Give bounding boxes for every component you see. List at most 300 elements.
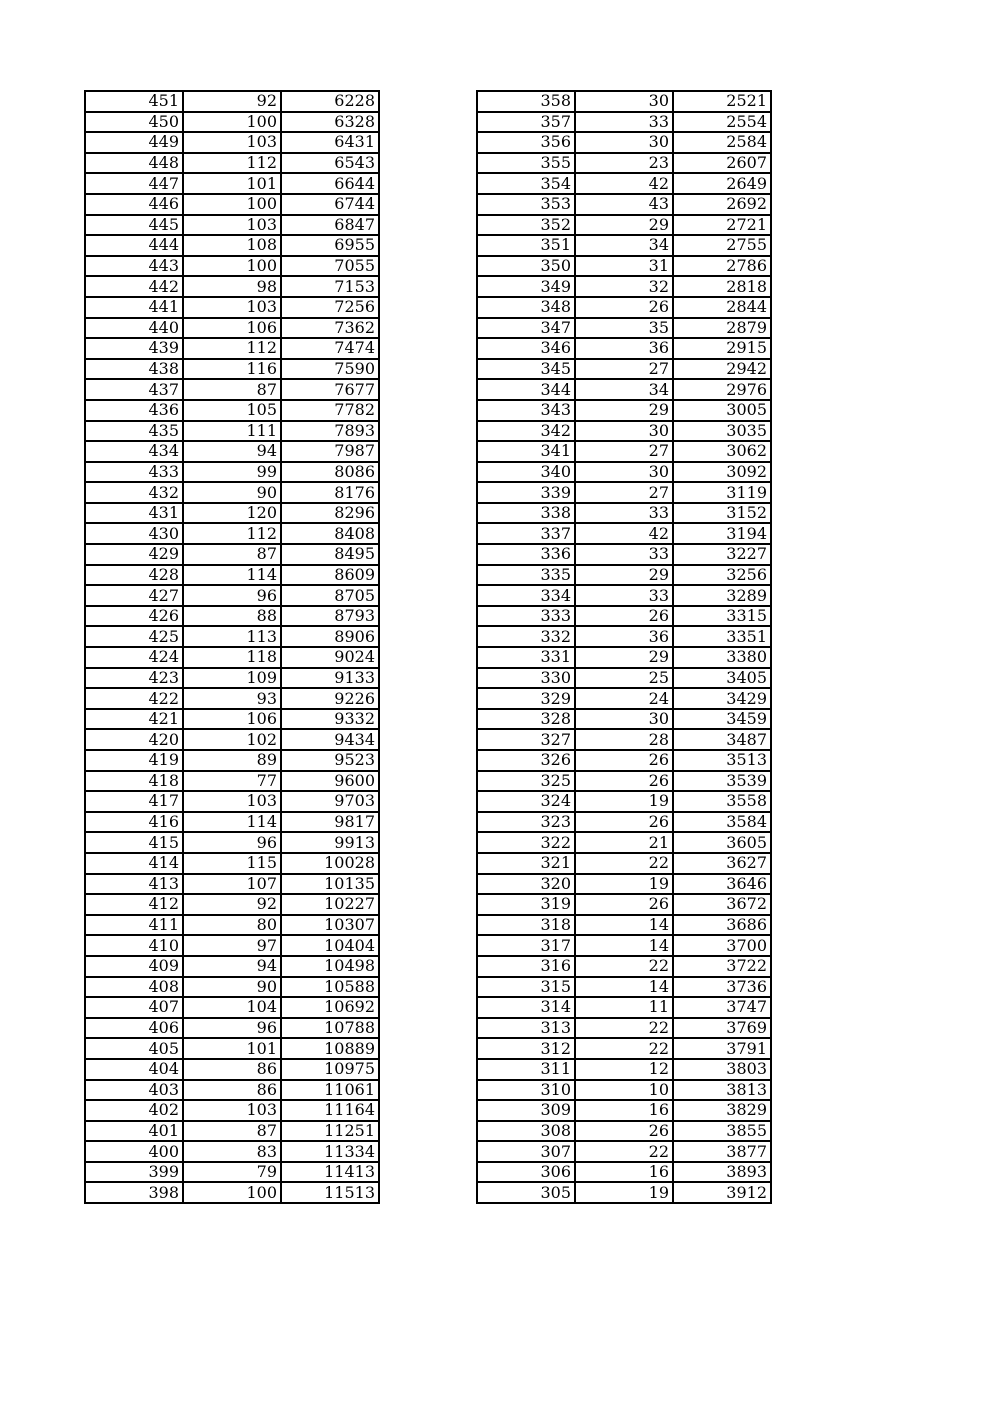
score-cell: 427 (85, 585, 183, 606)
count-cell: 103 (183, 215, 281, 236)
count-cell: 112 (183, 523, 281, 544)
cumulative-cell: 10889 (281, 1038, 379, 1059)
cumulative-cell: 7474 (281, 338, 379, 359)
table-row (85, 1059, 379, 1080)
cumulative-cell: 7153 (281, 276, 379, 297)
cumulative-cell: 3256 (673, 565, 771, 586)
score-cell: 338 (477, 503, 575, 524)
cumulative-cell: 3747 (673, 997, 771, 1018)
count-cell: 11 (575, 997, 673, 1018)
cumulative-cell: 3803 (673, 1059, 771, 1080)
score-cell: 317 (477, 935, 575, 956)
cumulative-cell: 9332 (281, 709, 379, 730)
cumulative-cell: 7987 (281, 441, 379, 462)
count-cell: 86 (183, 1080, 281, 1101)
score-cell: 313 (477, 1018, 575, 1039)
table-row (85, 874, 379, 895)
count-cell: 26 (575, 606, 673, 627)
cumulative-cell: 7362 (281, 318, 379, 339)
table-row (477, 1162, 771, 1183)
count-cell: 19 (575, 874, 673, 895)
count-cell: 35 (575, 318, 673, 339)
score-cell: 447 (85, 173, 183, 194)
count-cell: 103 (183, 297, 281, 318)
table-row (85, 256, 379, 277)
cumulative-cell: 3813 (673, 1080, 771, 1101)
table-row (85, 709, 379, 730)
count-cell: 30 (575, 91, 673, 112)
count-cell: 115 (183, 853, 281, 874)
count-cell: 120 (183, 503, 281, 524)
score-cell: 356 (477, 132, 575, 153)
cumulative-cell: 10788 (281, 1018, 379, 1039)
table-row (85, 482, 379, 503)
score-cell: 430 (85, 523, 183, 544)
cumulative-cell: 2607 (673, 153, 771, 174)
score-cell: 424 (85, 647, 183, 668)
score-cell: 336 (477, 544, 575, 565)
count-cell: 42 (575, 173, 673, 194)
table-row (477, 956, 771, 977)
count-cell: 98 (183, 276, 281, 297)
count-cell: 10 (575, 1080, 673, 1101)
table-row (85, 1121, 379, 1142)
score-cell: 401 (85, 1121, 183, 1142)
score-cell: 444 (85, 235, 183, 256)
table-row (85, 523, 379, 544)
cumulative-cell: 3912 (673, 1182, 771, 1203)
cumulative-cell: 3459 (673, 709, 771, 730)
score-cell: 406 (85, 1018, 183, 1039)
table-row (85, 462, 379, 483)
count-cell: 27 (575, 482, 673, 503)
table-row (85, 812, 379, 833)
score-cell: 334 (477, 585, 575, 606)
score-cell: 318 (477, 915, 575, 936)
cumulative-cell: 2692 (673, 194, 771, 215)
count-cell: 87 (183, 379, 281, 400)
score-cell: 446 (85, 194, 183, 215)
score-cell: 420 (85, 729, 183, 750)
table-row (85, 544, 379, 565)
cumulative-cell: 3539 (673, 771, 771, 792)
cumulative-cell: 6328 (281, 112, 379, 133)
table-row (85, 194, 379, 215)
cumulative-cell: 3429 (673, 688, 771, 709)
cumulative-cell: 9913 (281, 832, 379, 853)
score-cell: 335 (477, 565, 575, 586)
count-cell: 27 (575, 359, 673, 380)
cumulative-cell: 3194 (673, 523, 771, 544)
count-cell: 114 (183, 812, 281, 833)
count-cell: 100 (183, 256, 281, 277)
count-cell: 88 (183, 606, 281, 627)
count-cell: 112 (183, 338, 281, 359)
table-row (477, 668, 771, 689)
score-cell: 344 (477, 379, 575, 400)
cumulative-cell: 9226 (281, 688, 379, 709)
cumulative-cell: 8906 (281, 626, 379, 647)
count-cell: 118 (183, 647, 281, 668)
score-cell: 399 (85, 1162, 183, 1183)
table-row (477, 750, 771, 771)
count-cell: 97 (183, 935, 281, 956)
score-cell: 322 (477, 832, 575, 853)
count-cell: 30 (575, 462, 673, 483)
score-table-right-body (477, 91, 771, 1203)
cumulative-cell: 8793 (281, 606, 379, 627)
count-cell: 112 (183, 153, 281, 174)
score-cell: 419 (85, 750, 183, 771)
score-cell: 345 (477, 359, 575, 380)
score-cell: 355 (477, 153, 575, 174)
table-row (85, 503, 379, 524)
count-cell: 14 (575, 915, 673, 936)
score-cell: 426 (85, 606, 183, 627)
count-cell: 96 (183, 832, 281, 853)
cumulative-cell: 10135 (281, 874, 379, 895)
cumulative-cell: 3315 (673, 606, 771, 627)
count-cell: 22 (575, 1038, 673, 1059)
cumulative-cell: 3380 (673, 647, 771, 668)
count-cell: 26 (575, 1121, 673, 1142)
count-cell: 26 (575, 812, 673, 833)
count-cell: 36 (575, 626, 673, 647)
score-cell: 341 (477, 441, 575, 462)
count-cell: 22 (575, 1141, 673, 1162)
score-cell: 436 (85, 400, 183, 421)
table-row (477, 503, 771, 524)
table-row (477, 544, 771, 565)
count-cell: 87 (183, 544, 281, 565)
score-cell: 324 (477, 791, 575, 812)
count-cell: 34 (575, 235, 673, 256)
table-row (85, 1162, 379, 1183)
cumulative-cell: 6431 (281, 132, 379, 153)
score-cell: 449 (85, 132, 183, 153)
score-cell: 352 (477, 215, 575, 236)
count-cell: 33 (575, 503, 673, 524)
score-cell: 354 (477, 173, 575, 194)
count-cell: 22 (575, 1018, 673, 1039)
count-cell: 96 (183, 1018, 281, 1039)
table-row (477, 256, 771, 277)
cumulative-cell: 10975 (281, 1059, 379, 1080)
count-cell: 19 (575, 791, 673, 812)
score-cell: 343 (477, 400, 575, 421)
count-cell: 29 (575, 400, 673, 421)
score-cell: 350 (477, 256, 575, 277)
table-row (477, 791, 771, 812)
score-cell: 327 (477, 729, 575, 750)
cumulative-cell: 3092 (673, 462, 771, 483)
score-cell: 330 (477, 668, 575, 689)
count-cell: 100 (183, 1182, 281, 1203)
table-row (477, 1121, 771, 1142)
table-row (85, 215, 379, 236)
score-cell: 451 (85, 91, 183, 112)
table-row (477, 421, 771, 442)
table-row (85, 585, 379, 606)
count-cell: 26 (575, 771, 673, 792)
count-cell: 29 (575, 565, 673, 586)
score-cell: 320 (477, 874, 575, 895)
table-row (477, 1100, 771, 1121)
score-cell: 422 (85, 688, 183, 709)
table-row (85, 997, 379, 1018)
table-row (85, 1182, 379, 1203)
table-row (477, 626, 771, 647)
count-cell: 87 (183, 1121, 281, 1142)
cumulative-cell: 3152 (673, 503, 771, 524)
count-cell: 102 (183, 729, 281, 750)
score-cell: 319 (477, 894, 575, 915)
cumulative-cell: 3558 (673, 791, 771, 812)
table-row (477, 688, 771, 709)
score-cell: 434 (85, 441, 183, 462)
table-row (477, 1141, 771, 1162)
cumulative-cell: 3700 (673, 935, 771, 956)
table-row (477, 709, 771, 730)
table-row (477, 235, 771, 256)
score-cell: 450 (85, 112, 183, 133)
count-cell: 30 (575, 421, 673, 442)
score-cell: 308 (477, 1121, 575, 1142)
cumulative-cell: 3584 (673, 812, 771, 833)
table-row (477, 565, 771, 586)
score-cell: 429 (85, 544, 183, 565)
cumulative-cell: 10588 (281, 977, 379, 998)
table-row (85, 421, 379, 442)
score-cell: 403 (85, 1080, 183, 1101)
table-row (477, 1182, 771, 1203)
score-table-right (476, 90, 772, 1204)
cumulative-cell: 2721 (673, 215, 771, 236)
cumulative-cell: 6543 (281, 153, 379, 174)
count-cell: 86 (183, 1059, 281, 1080)
cumulative-cell: 3855 (673, 1121, 771, 1142)
cumulative-cell: 10028 (281, 853, 379, 874)
count-cell: 101 (183, 1038, 281, 1059)
cumulative-cell: 10227 (281, 894, 379, 915)
count-cell: 29 (575, 647, 673, 668)
table-row (477, 153, 771, 174)
count-cell: 16 (575, 1162, 673, 1183)
cumulative-cell: 3062 (673, 441, 771, 462)
table-row (85, 915, 379, 936)
score-cell: 412 (85, 894, 183, 915)
table-row (85, 832, 379, 853)
cumulative-cell: 8176 (281, 482, 379, 503)
cumulative-cell: 3035 (673, 421, 771, 442)
cumulative-cell: 7055 (281, 256, 379, 277)
table-row (477, 832, 771, 853)
cumulative-cell: 7677 (281, 379, 379, 400)
count-cell: 94 (183, 441, 281, 462)
score-cell: 310 (477, 1080, 575, 1101)
cumulative-cell: 2818 (673, 276, 771, 297)
cumulative-cell: 9600 (281, 771, 379, 792)
table-row (477, 812, 771, 833)
score-cell: 423 (85, 668, 183, 689)
table-row (85, 276, 379, 297)
table-row (85, 853, 379, 874)
count-cell: 108 (183, 235, 281, 256)
score-cell: 342 (477, 421, 575, 442)
table-row (477, 523, 771, 544)
cumulative-cell: 8495 (281, 544, 379, 565)
cumulative-cell: 9024 (281, 647, 379, 668)
score-cell: 337 (477, 523, 575, 544)
cumulative-cell: 2649 (673, 173, 771, 194)
cumulative-cell: 2915 (673, 338, 771, 359)
score-table-left (84, 90, 380, 1204)
score-cell: 408 (85, 977, 183, 998)
table-row (477, 462, 771, 483)
score-cell: 328 (477, 709, 575, 730)
table-row (85, 1141, 379, 1162)
cumulative-cell: 6644 (281, 173, 379, 194)
score-cell: 331 (477, 647, 575, 668)
count-cell: 114 (183, 565, 281, 586)
cumulative-cell: 9523 (281, 750, 379, 771)
count-cell: 80 (183, 915, 281, 936)
table-row (477, 173, 771, 194)
cumulative-cell: 3627 (673, 853, 771, 874)
cumulative-cell: 3005 (673, 400, 771, 421)
table-row (85, 688, 379, 709)
cumulative-cell: 6955 (281, 235, 379, 256)
table-row (477, 1059, 771, 1080)
count-cell: 30 (575, 132, 673, 153)
cumulative-cell: 8408 (281, 523, 379, 544)
table-row (477, 194, 771, 215)
count-cell: 103 (183, 791, 281, 812)
table-row (477, 977, 771, 998)
count-cell: 12 (575, 1059, 673, 1080)
cumulative-cell: 3893 (673, 1162, 771, 1183)
score-cell: 416 (85, 812, 183, 833)
cumulative-cell: 2584 (673, 132, 771, 153)
score-cell: 428 (85, 565, 183, 586)
count-cell: 101 (183, 173, 281, 194)
table-row (85, 235, 379, 256)
cumulative-cell: 8296 (281, 503, 379, 524)
cumulative-cell: 3736 (673, 977, 771, 998)
count-cell: 100 (183, 194, 281, 215)
cumulative-cell: 2554 (673, 112, 771, 133)
table-row (85, 153, 379, 174)
table-row (85, 750, 379, 771)
score-cell: 349 (477, 276, 575, 297)
score-cell: 418 (85, 771, 183, 792)
count-cell: 90 (183, 482, 281, 503)
cumulative-cell: 3513 (673, 750, 771, 771)
score-cell: 323 (477, 812, 575, 833)
score-cell: 448 (85, 153, 183, 174)
score-cell: 440 (85, 318, 183, 339)
cumulative-cell: 7782 (281, 400, 379, 421)
cumulative-cell: 3672 (673, 894, 771, 915)
count-cell: 111 (183, 421, 281, 442)
count-cell: 14 (575, 935, 673, 956)
table-row (85, 112, 379, 133)
score-cell: 421 (85, 709, 183, 730)
table-row (477, 400, 771, 421)
table-row (85, 606, 379, 627)
cumulative-cell: 6847 (281, 215, 379, 236)
score-table-left-body (85, 91, 379, 1203)
score-cell: 306 (477, 1162, 575, 1183)
cumulative-cell: 9817 (281, 812, 379, 833)
cumulative-cell: 9434 (281, 729, 379, 750)
cumulative-cell: 2521 (673, 91, 771, 112)
cumulative-cell: 11251 (281, 1121, 379, 1142)
score-cell: 441 (85, 297, 183, 318)
cumulative-cell: 2755 (673, 235, 771, 256)
table-row (85, 1100, 379, 1121)
table-row (477, 647, 771, 668)
table-row (85, 647, 379, 668)
score-cell: 358 (477, 91, 575, 112)
score-cell: 315 (477, 977, 575, 998)
table-row (85, 297, 379, 318)
cumulative-cell: 3791 (673, 1038, 771, 1059)
score-cell: 353 (477, 194, 575, 215)
count-cell: 90 (183, 977, 281, 998)
score-cell: 432 (85, 482, 183, 503)
table-row (477, 771, 771, 792)
cumulative-cell: 7893 (281, 421, 379, 442)
score-cell: 340 (477, 462, 575, 483)
cumulative-cell: 3646 (673, 874, 771, 895)
cumulative-cell: 8086 (281, 462, 379, 483)
count-cell: 22 (575, 853, 673, 874)
score-cell: 305 (477, 1182, 575, 1203)
cumulative-cell: 3769 (673, 1018, 771, 1039)
count-cell: 106 (183, 709, 281, 730)
count-cell: 103 (183, 1100, 281, 1121)
count-cell: 42 (575, 523, 673, 544)
table-row (85, 1038, 379, 1059)
score-cell: 314 (477, 997, 575, 1018)
cumulative-cell: 2879 (673, 318, 771, 339)
table-row (85, 956, 379, 977)
count-cell: 21 (575, 832, 673, 853)
score-cell: 357 (477, 112, 575, 133)
count-cell: 89 (183, 750, 281, 771)
table-row (477, 215, 771, 236)
score-cell: 411 (85, 915, 183, 936)
count-cell: 105 (183, 400, 281, 421)
score-cell: 339 (477, 482, 575, 503)
count-cell: 104 (183, 997, 281, 1018)
table-row (477, 359, 771, 380)
table-row (477, 915, 771, 936)
cumulative-cell: 3829 (673, 1100, 771, 1121)
cumulative-cell: 11061 (281, 1080, 379, 1101)
table-row (477, 1080, 771, 1101)
table-row (85, 565, 379, 586)
count-cell: 30 (575, 709, 673, 730)
cumulative-cell: 2942 (673, 359, 771, 380)
count-cell: 93 (183, 688, 281, 709)
cumulative-cell: 11413 (281, 1162, 379, 1183)
table-row (477, 894, 771, 915)
cumulative-cell: 3227 (673, 544, 771, 565)
table-row (477, 318, 771, 339)
count-cell: 113 (183, 626, 281, 647)
